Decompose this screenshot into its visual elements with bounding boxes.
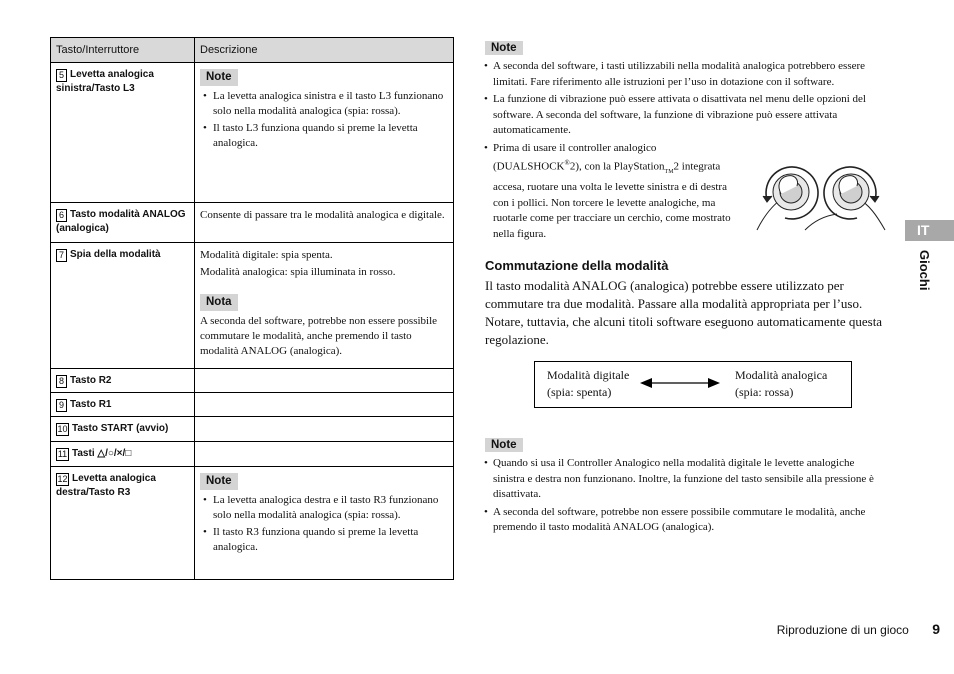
analog-sticks-illustration	[753, 156, 889, 242]
registered-mark: ®	[564, 159, 570, 167]
key-label: Tasti △/○/×/□	[72, 448, 132, 459]
key-label: Spia della modalità	[70, 249, 161, 260]
table-row	[51, 63, 454, 203]
key-label: Tasto modalità ANALOG (analogica)	[56, 209, 186, 234]
list-item: • Il tasto L3 funziona quando si preme la levetta analogica.	[200, 121, 448, 151]
note-list	[485, 456, 885, 536]
key-label: Tasto R1	[70, 399, 112, 410]
list-item: • La levetta analogica sinistra e il tasto L3 funzionano solo nella modalità analogica (spia: rossa).	[200, 89, 448, 119]
header-key: Tasto/Interruttore	[51, 38, 195, 63]
note-label: Note	[200, 69, 238, 86]
key-label: Levetta analogica sinistra/Tasto L3	[56, 69, 154, 94]
list-item: • Prima di usare il controller analogico (DUALSHOCK®2), con la PlayStation$_{TM}$2 integrata accesa, ruotare una volta le levette sinistra e di destra con i pollici. Non torcere le levette analogiche, ma ruotarle come per tracciare un cerchio, come mostrato nella figura.	[485, 141, 738, 243]
item-number: 8	[56, 375, 67, 388]
note-list	[200, 89, 448, 151]
double-arrow-icon	[639, 377, 721, 389]
footer	[700, 621, 940, 637]
item-number: 11	[57, 449, 68, 459]
description-text: Consente di passare tra le modalità analogica e digitale.	[195, 203, 454, 243]
note-label: Note	[485, 438, 523, 452]
analog-mode: Modalità analogica (spia: rossa)	[735, 368, 828, 400]
list-item: • Il tasto R3 funziona quando si preme la levetta analogica.	[200, 525, 448, 555]
language-tab: IT	[905, 220, 954, 241]
item-number: 5	[56, 69, 67, 82]
digital-mode: Modalità digitale (spia: spenta)	[547, 368, 630, 400]
header-description: Descrizione	[195, 38, 454, 63]
table-header	[51, 38, 454, 63]
list-item: • La funzione di vibrazione può essere attivata o disattivata nel menu delle opzioni del software. A seconda del software, la funzione di vibrazione può essere attivata automaticamente.	[485, 92, 885, 139]
note-label: Note	[200, 473, 238, 490]
controls-table	[50, 37, 454, 580]
note-label: Nota	[200, 294, 238, 311]
key-label: Tasto R2	[70, 375, 112, 386]
list-item: • Quando si usa il Controller Analogico nella modalità digitale le levette analogiche sinistra e destra non funzionano. Inoltre, la funzione del tasto sensibile alla pressione è disattivata.	[485, 456, 885, 503]
item-number: 6	[56, 209, 67, 222]
page-number: 9	[932, 621, 940, 637]
table-row	[51, 442, 454, 467]
table-row	[51, 243, 454, 369]
table-row	[51, 369, 454, 393]
key-label: Levetta analogica destra/Tasto R3	[56, 473, 156, 498]
note-label: Note	[485, 41, 523, 55]
list-item: • A seconda del software, i tasti utilizzabili nella modalità analogica potrebbero essere limitati. Fare riferimento alle istruzioni per l’uso in dotazione con il software.	[485, 59, 885, 90]
note-list	[200, 493, 448, 555]
section-tab: Giochi	[917, 250, 932, 291]
footer-label: Riproduzione di un gioco	[776, 623, 909, 637]
section-title: Commutazione della modalità	[485, 258, 669, 274]
item-number: 12	[57, 474, 68, 484]
item-number: 7	[56, 249, 67, 262]
mode-diagram	[534, 361, 852, 408]
note-text: A seconda del software, potrebbe non essere possibile commutare le modalità, anche premendo il tasto modalità ANALOG (analogica).	[200, 315, 438, 357]
list-item: • A seconda del software, potrebbe non essere possibile commutare le modalità, anche premendo il tasto modalità ANALOG (analogica).	[485, 505, 885, 536]
section-text: Il tasto modalità ANALOG (analogica) potrebbe essere utilizzato per commutare tra due modalità. Passare alla modalità appropriata per l’uso. Notare, tuttavia, che alcuni titoli software eseguono automaticamente questa regolazione.	[485, 278, 883, 348]
description-line: Modalità analogica: spia illuminata in rosso.	[200, 266, 396, 278]
item-number: 9	[56, 399, 67, 412]
right-column	[485, 38, 885, 538]
table-row	[51, 467, 454, 580]
table-row	[51, 393, 454, 417]
item-number: 10	[57, 424, 68, 434]
key-label: Tasto START (avvio)	[72, 423, 169, 434]
description-line: Modalità digitale: spia spenta.	[200, 249, 333, 261]
list-item: • La levetta analogica destra e il tasto R3 funzionano solo nella modalità analogica (spia: rossa).	[200, 493, 448, 523]
table-row	[51, 203, 454, 243]
trademark: TM	[664, 168, 674, 175]
table-row	[51, 417, 454, 442]
